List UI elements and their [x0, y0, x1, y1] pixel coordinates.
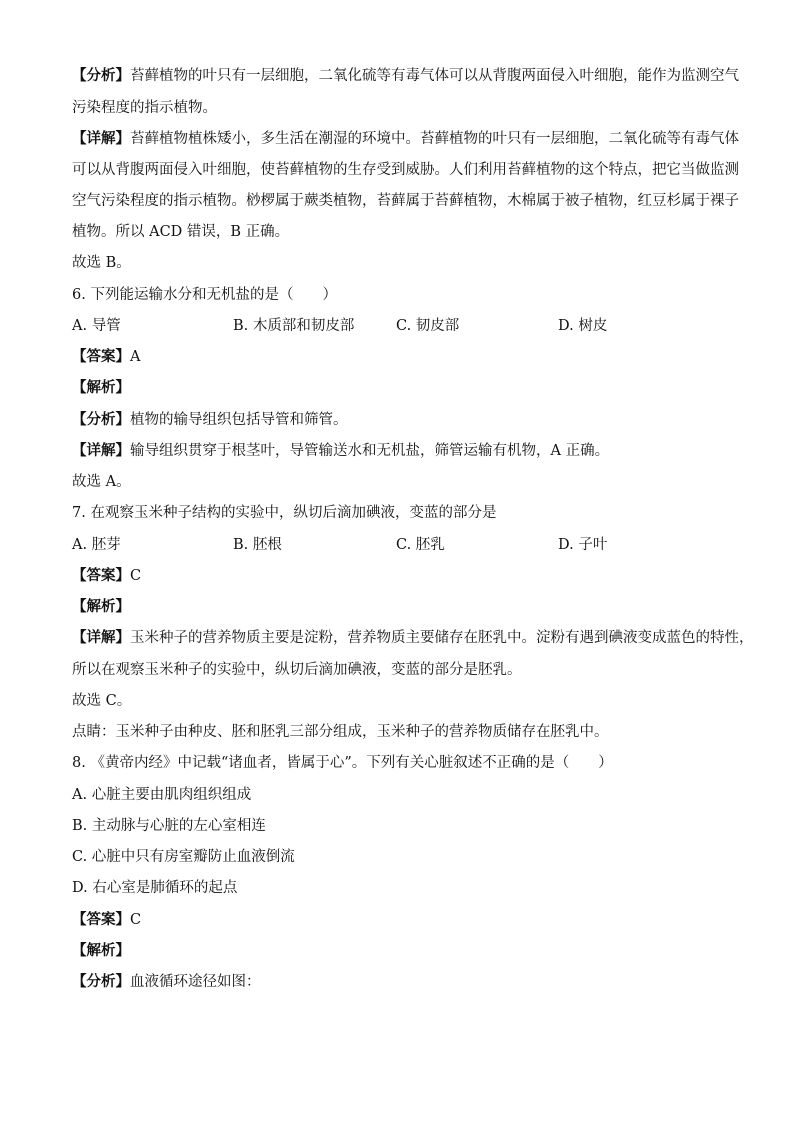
option-d: D. 子叶 — [558, 537, 608, 553]
section-tag: 【分析】 — [72, 973, 130, 990]
line-text: 可以从背腹两面侵入叶细胞，使苔藓植物的生存受到威胁。人们利用苔藓植物的这个特点，把它当做监测 — [72, 162, 739, 178]
line-text: 输导组织贯穿于根茎叶，导管输送水和无机盐，筛管运输有机物，A 正确。 — [130, 443, 610, 459]
section-tag: 【解析】 — [72, 379, 130, 396]
option-text: A. 心脏主要由肌肉组织组成 — [72, 787, 252, 803]
question-text: 8. 《黄帝内经》中记载“诸血者，皆属于心”。下列有关心脏叙述不正确的是（ ） — [72, 755, 613, 771]
line-text: 植物的输导组织包括导管和筛管。 — [130, 412, 348, 428]
option-b: B. 木质部和韧皮部 — [233, 318, 355, 334]
text-line — [72, 597, 130, 617]
text-line — [72, 441, 609, 461]
section-tag: 【分析】 — [72, 411, 130, 428]
text-line — [72, 628, 754, 648]
question-text: 7. 在观察玉米种子结构的实验中，纵切后滴加碘液，变蓝的部分是 — [72, 505, 497, 521]
question-7 — [72, 503, 496, 523]
section-tag: 【详解】 — [72, 442, 130, 459]
section-tag: 【答案】 — [72, 348, 130, 365]
question-8 — [72, 753, 613, 773]
answer-line — [72, 566, 141, 586]
option-a — [72, 785, 251, 805]
line-text: 血液循环途径如图： — [130, 974, 261, 990]
text-line — [72, 98, 217, 118]
option-b: B. 胚根 — [233, 537, 282, 553]
option-text: D. 右心室是肺循环的起点 — [72, 880, 238, 896]
text-line — [72, 472, 131, 492]
line-text: 故选 A。 — [72, 474, 131, 490]
line-text: 点睛：玉米种子由种皮、胚和胚乳三部分组成，玉米种子的营养物质储存在胚乳中。 — [72, 724, 609, 740]
text-line — [72, 378, 130, 398]
text-line — [72, 160, 739, 180]
line-text: 苔藓植物的叶只有一层细胞，二氧化硫等有毒气体可以从背腹两面侵入叶细胞，能作为监测空气 — [130, 68, 739, 84]
line-text: 空气污染程度的指示植物。桫椤属于蕨类植物，苔藓属于苔藓植物，木棉属于被子植物，红豆杉属于裸子 — [72, 193, 739, 209]
answer-line — [72, 910, 141, 930]
section-tag: 【答案】 — [72, 911, 130, 928]
line-text: 植物。所以 ACD 错误，B 正确。 — [72, 224, 290, 240]
text-line — [72, 722, 609, 742]
line-text: 污染程度的指示植物。 — [72, 100, 217, 116]
option-a: A. 胚芽 — [72, 537, 121, 553]
option-c — [72, 847, 295, 867]
option-c: C. 胚乳 — [396, 537, 445, 553]
text-line — [72, 660, 522, 680]
text-line — [72, 191, 739, 211]
line-text: 苔藓植物植株矮小，多生活在潮湿的环境中。苔藓植物的叶只有一层细胞，二氧化硫等有毒气体 — [130, 131, 739, 147]
answer-line — [72, 347, 140, 367]
answer-value: C — [130, 912, 142, 928]
question-6 — [72, 285, 337, 305]
answer-value: C — [130, 568, 142, 584]
text-line — [72, 410, 348, 430]
line-text: 故选 C。 — [72, 693, 132, 709]
text-line — [72, 222, 289, 242]
option-c: C. 韧皮部 — [396, 318, 460, 334]
option-text: B. 主动脉与心脏的左心室相连 — [72, 818, 266, 834]
question-text: 6. 下列能运输水分和无机盐的是（ ） — [72, 287, 337, 303]
text-line — [72, 691, 131, 711]
section-tag: 【详解】 — [72, 629, 130, 646]
section-tag: 【解析】 — [72, 598, 130, 615]
text-line — [72, 972, 261, 992]
section-tag: 【解析】 — [72, 942, 130, 959]
text-line — [72, 66, 739, 86]
section-tag: 【答案】 — [72, 567, 130, 584]
text-line — [72, 253, 131, 273]
option-a: A. 导管 — [72, 318, 121, 334]
line-text: 所以在观察玉米种子的实验中，纵切后滴加碘液，变蓝的部分是胚乳。 — [72, 662, 522, 678]
option-d: D. 树皮 — [558, 318, 608, 334]
option-b — [72, 816, 266, 836]
option-d — [72, 878, 237, 898]
text-line — [72, 129, 739, 149]
section-tag: 【分析】 — [72, 67, 130, 84]
option-text: C. 心脏中只有房室瓣防止血液倒流 — [72, 849, 295, 865]
line-text: 玉米种子的营养物质主要是淀粉，营养物质主要储存在胚乳中。淀粉有遇到碘液变成蓝色的特性， — [130, 630, 754, 646]
section-tag: 【详解】 — [72, 130, 130, 147]
answer-value: A — [130, 349, 141, 365]
text-line — [72, 941, 130, 961]
line-text: 故选 B。 — [72, 255, 131, 271]
